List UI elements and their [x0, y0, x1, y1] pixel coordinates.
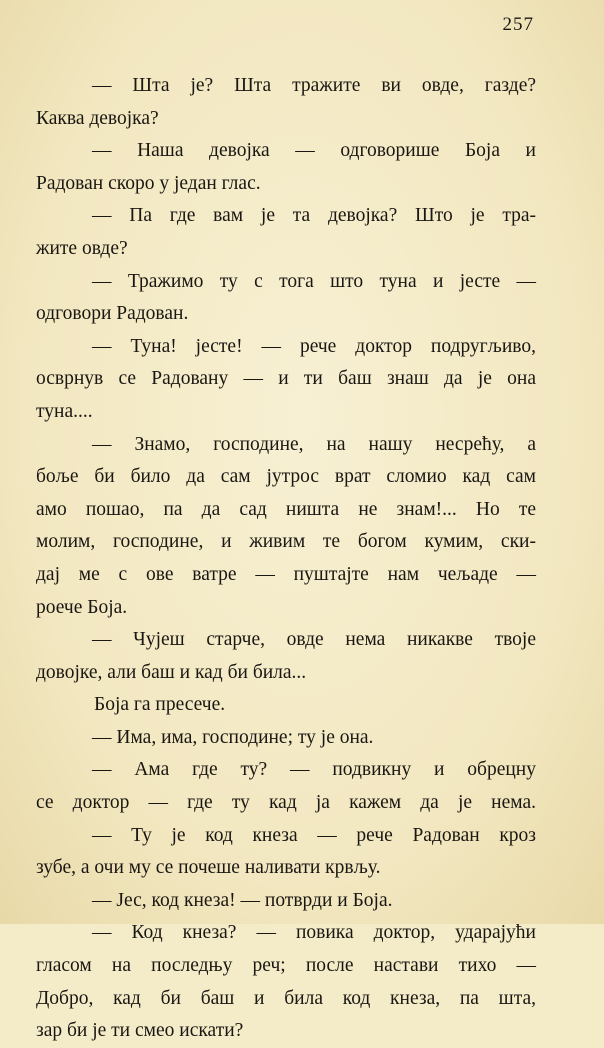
- text-line: гласом на последњу реч; после настави тихо —: [36, 955, 536, 977]
- text-line: амо пошао, па да сад ништа не знам!... Но те: [36, 498, 536, 520]
- text-line: Боја га пресече.: [94, 694, 226, 716]
- text-line: Радован скоро у један глас.: [36, 172, 261, 194]
- text-line: — Знамо, господине, на нашу несрећу, а: [92, 433, 536, 455]
- text-line: туна....: [36, 400, 93, 422]
- text-line: — Ту је код кнеза — рече Радован кроз: [92, 824, 536, 846]
- text-line: — Па где вам је та девојка? Што је тра-: [92, 205, 536, 227]
- page-number: 257: [502, 14, 534, 35]
- text-line: дај ме с ове ватре — пуштајте нам чељаде —: [36, 563, 536, 585]
- text-line: зар би је ти смео искати?: [36, 1020, 244, 1042]
- text-line: осврнув се Радовану — и ти баш знаш да је она: [36, 368, 536, 390]
- text-line: жите овде?: [36, 237, 128, 259]
- text-line: молим, господине, и живим те богом кумим, ски-: [36, 531, 536, 553]
- text-line: Каква девојка?: [36, 107, 159, 129]
- text-line: — Наша девојка — одговорише Боја и: [92, 140, 536, 162]
- text-line: Добро, кад би баш и била код кнеза, па шта,: [36, 987, 536, 1009]
- text-line: — Има, има, господине; ту је она.: [92, 726, 374, 748]
- text-line: довојке, али баш и кад би била...: [36, 661, 307, 683]
- text-line: одговори Радован.: [36, 303, 189, 325]
- text-line: — Јес, код кнеза! — потврди и Боја.: [92, 889, 393, 911]
- text-line: — Туна! јесте! — рече доктор подругљиво,: [92, 335, 536, 357]
- text-line: роече Боја.: [36, 596, 128, 618]
- text-line: — Ама где ту? — подвикну и обрецну: [92, 759, 536, 781]
- text-line: — Код кнеза? — повика доктор, ударајући: [92, 922, 536, 944]
- text-line: боље би било да сам јутрос врат сломио кад сам: [36, 466, 536, 488]
- text-line: — Шта је? Шта тражите ви овде, газде?: [92, 75, 536, 96]
- text-line: се доктор — где ту кад ја кажем да је нема.: [36, 792, 536, 814]
- text-line: зубе, а очи му се почеше наливати крвљу.: [36, 857, 381, 879]
- text-line: — Тражимо ту с тога што туна и јесте —: [92, 270, 536, 292]
- text-line: — Чујеш старче, овде нема никакве твоје: [92, 629, 536, 651]
- body-text: [36, 70, 536, 1048]
